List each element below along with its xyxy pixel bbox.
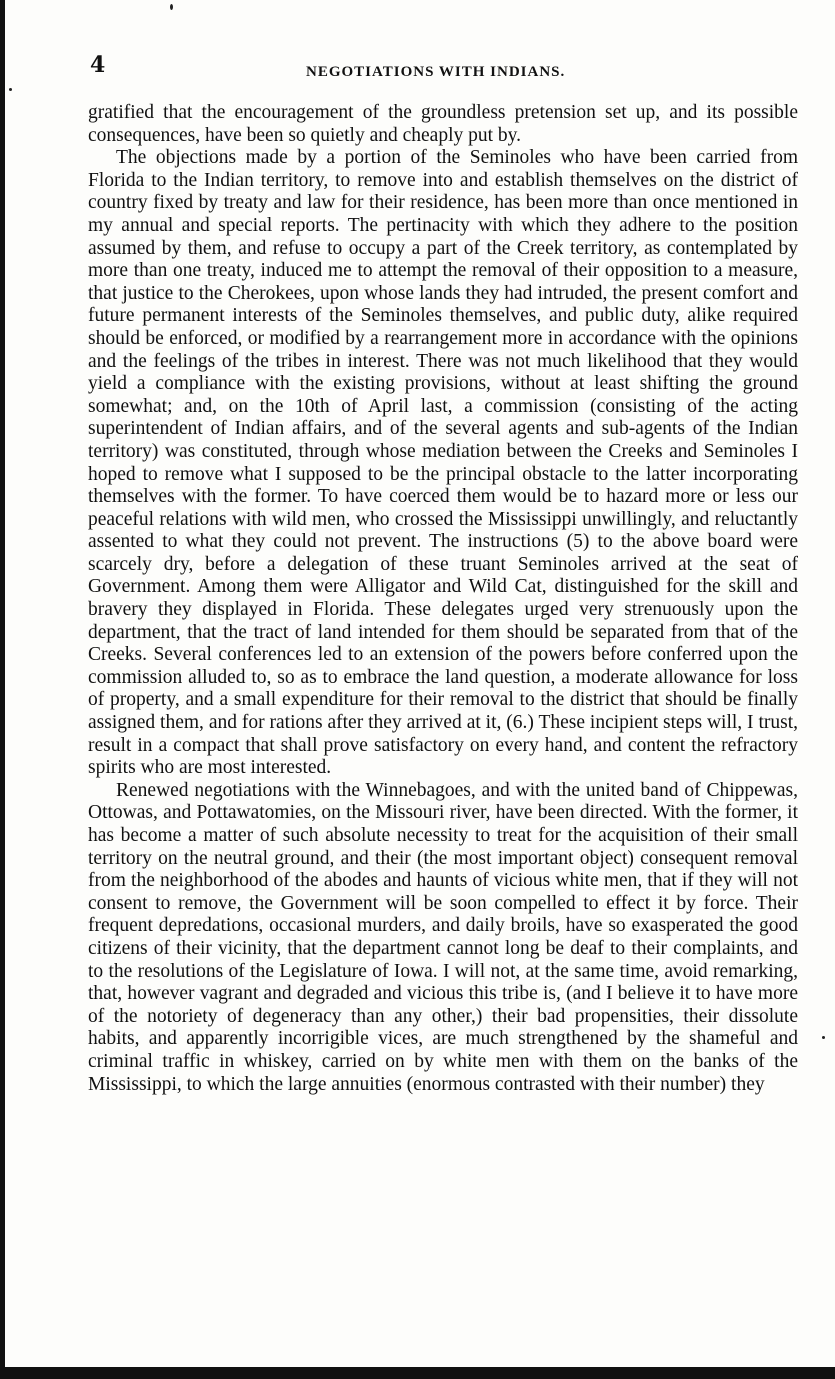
- scan-speck: [170, 4, 173, 10]
- page-number: 4: [90, 52, 106, 78]
- scan-speck: [822, 1036, 825, 1039]
- page-header: [90, 52, 800, 82]
- paragraph-winnebagoes: Renewed negotiations with the Winnebagoes, and with the united band of Chippewas, Ottowas, and Pottawatomies, on the Missouri river, have been directed. With the former, it has become a matter of such absolute necessity to treat for the acquisition of their small territory on the neutral ground, and their (the most important object) consequent removal from the neighborhood of the abodes and haunts of vicious white men, that if they will not consent to remove, the Government will be soon compelled to effect it by force. Their frequent depredations, occasional murders, and daily broils, have so exasperated the good citizens of their vicinity, that the department cannot long be deaf to their complaints, and to the resolutions of the Legislature of Iowa. I will not, at the same time, avoid remarking, that, however vagrant and degraded and vicious this tribe is, (and I believe it to have more of the notoriety of degeneracy than any other,) their bad propensities, their dissolute habits, and apparently incorrigible vices, are much strengthened by the shameful and criminal traffic in whiskey, carried on by white men with them on the banks of the Mississippi, to which the large annuities (enormous contrasted with their number) they: [88, 779, 798, 1095]
- scan-bottom-edge: [0, 1367, 835, 1379]
- paragraph-seminoles: The objections made by a portion of the Seminoles who have been carried from Florida to the Indian territory, to remove into and establish themselves on the district of country fixed by treaty and law for their residence, has been more than once mentioned in my annual and special reports. The pertinacity with which they adhere to the position assumed by them, and refuse to occupy a part of the Creek territory, as contemplated by more than one treaty, induced me to attempt the removal of their opposition to a measure, that justice to the Cherokees, upon whose lands they had intruded, the present comfort and future permanent interests of the Seminoles themselves, and public duty, alike required should be enforced, or modified by a rearrangement more in accordance with the opinions and the feelings of the tribes in interest. There was not much likelihood that they would yield a compliance with the existing provisions, without at least shifting the ground somewhat; and, on the 10th of April last, a commission (consisting of the acting superintendent of Indian affairs, and of the several agents and sub-agents of the Indian territory) was constituted, through whose mediation between the Creeks and Seminoles I hoped to remove what I supposed to be the principal obstacle to the latter incorporating themselves with the former. To have coerced them would be to hazard more or less our peaceful relations with wild men, who crossed the Mississippi unwillingly, and reluctantly assented to what they could not prevent. The instructions (5) to the above board were scarcely dry, before a delegation of these truant Seminoles arrived at the seat of Government. Among them were Alligator and Wild Cat, distinguished for the skill and bravery they displayed in Florida. These delegates urged very strenuously upon the department, that the tract of land intended for them should be separated from that of the Creeks. Several conferences led to an extension of the powers before conferred upon the commission alluded to, so as to embrace the land question, a moderate allowance for loss of property, and a small expenditure for their removal to the district that should be finally assigned them, and for rations after they arrived at it, (6.) These incipient steps will, I trust, result in a compact that shall prove satisfactory on every hand, and content the refractory spirits who are most interested.: [88, 147, 798, 779]
- scan-speck: [9, 88, 12, 91]
- scan-left-edge: [0, 0, 5, 1379]
- body-text: [88, 102, 798, 1096]
- paragraph-continuation: gratified that the encouragement of the groundless pretension set up, and its possible consequences, have been so quietly and cheaply put by.: [88, 102, 798, 146]
- running-title: NEGOTIATIONS WITH INDIANS.: [306, 64, 566, 80]
